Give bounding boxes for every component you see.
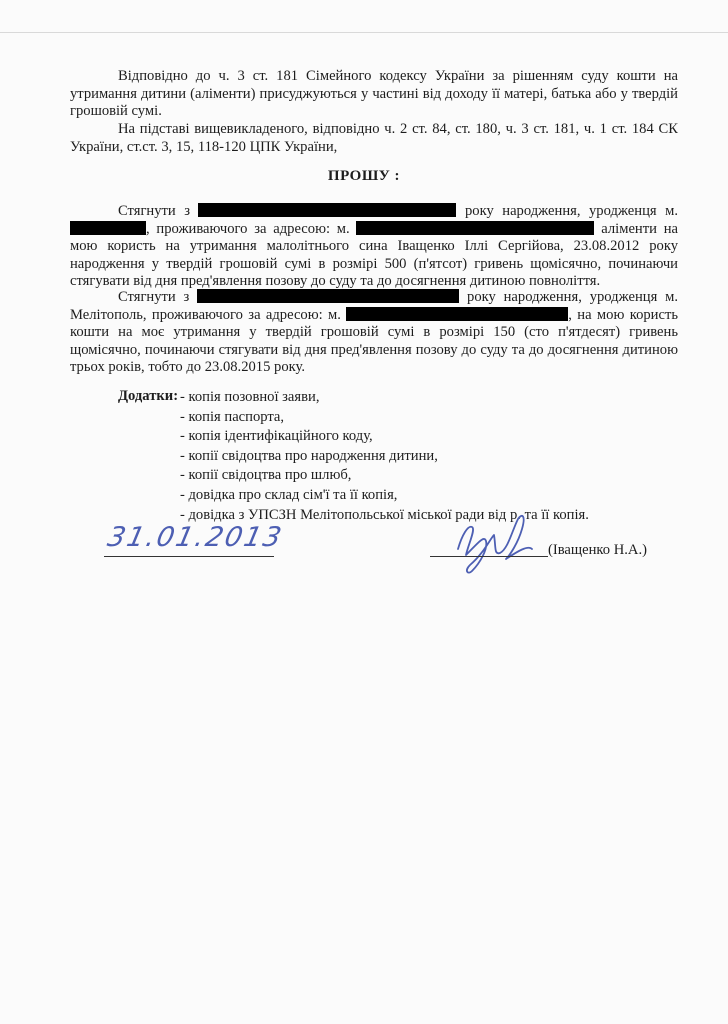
scan-edge-line	[0, 32, 728, 33]
request2-part-b: року народження, уродженця м. Мелітополь, проживаючого за адресою: м.	[70, 289, 679, 323]
request1-part-c: , проживаючого за адресою: м.	[146, 220, 350, 237]
redaction-bar	[198, 203, 456, 217]
handwritten-signature	[428, 505, 548, 577]
signer-name: (Іващенко Н.А.)	[548, 542, 647, 558]
attachment-item: - копія паспорта,	[180, 408, 285, 425]
paragraph-legal-basis-text: Відповідно до ч. 3 ст. 181 Сімейного кодексу України за рішенням суду кошти на утримання дитини (аліменти) присуджуються у частині від доходу її матері, батька або у твердій грошовій сумі.	[70, 68, 678, 119]
attachment-item: - копія позовної заяви,	[180, 389, 320, 405]
request-heading: ПРОШУ :	[327, 168, 401, 184]
paragraph-grounds-text: На підставі вищевикладеного, відповідно ч. 2 ст. 84, ст. 180, ч. 3 ст. 181, ч. 1 ст. 184 СК України, ст.ст. 3, 15, 118-120 ЦПК України,	[70, 121, 678, 155]
signature-underline	[430, 556, 548, 557]
request-paragraph-2	[70, 289, 678, 377]
request1-part-a: Стягнути з	[118, 203, 190, 219]
redaction-bar	[356, 221, 594, 235]
handwritten-date: 31.01.2013	[104, 522, 286, 553]
attachment-item: - довідка про склад сім'ї та її копія,	[180, 486, 398, 503]
request2-part-c: , на мою користь кошти на моє утримання у твердій грошовій сумі в розмірі 150 (сто п'ятдесят) гривень щомісячно, починаючи стягувати від дня пред'явлення позову до суду та до досягнення дитиною трьох років, тобто до 23.08.2015 року.	[70, 306, 678, 375]
redaction-bar	[197, 289, 459, 303]
redaction-bar	[70, 221, 146, 235]
request1-part-d: аліменти на мою користь на утримання малолітнього сина Іващенко Іллі Сергійова, 23.08.2012 року народження у твердій грошовій сумі в розмірі 500 (п'ятсот) гривень щомісячно, починаючи стягувати від дня пред'явлення позову до суду та до досягнення дитиною повноліття.	[70, 220, 679, 289]
redaction-bar	[346, 307, 568, 321]
request2-part-a: Стягнути з	[118, 289, 190, 305]
attachments-title: Додатки:	[118, 388, 179, 404]
request1-part-b: року народження, уродженця м.	[464, 203, 678, 219]
attachment-item: - копії свідоцтва про народження дитини,	[180, 447, 438, 464]
date-underline	[104, 556, 274, 557]
paragraph-grounds	[70, 121, 678, 156]
attachment-item: - довідка з УПСЗН Мелітопольської міської ради від р. та її копія.	[180, 506, 589, 523]
request-paragraph-1	[70, 203, 678, 291]
attachment-item: - копія ідентифікаційного коду,	[180, 428, 373, 445]
paragraph-legal-basis	[70, 68, 678, 121]
attachment-item: - копії свідоцтва про шлюб,	[180, 467, 352, 484]
